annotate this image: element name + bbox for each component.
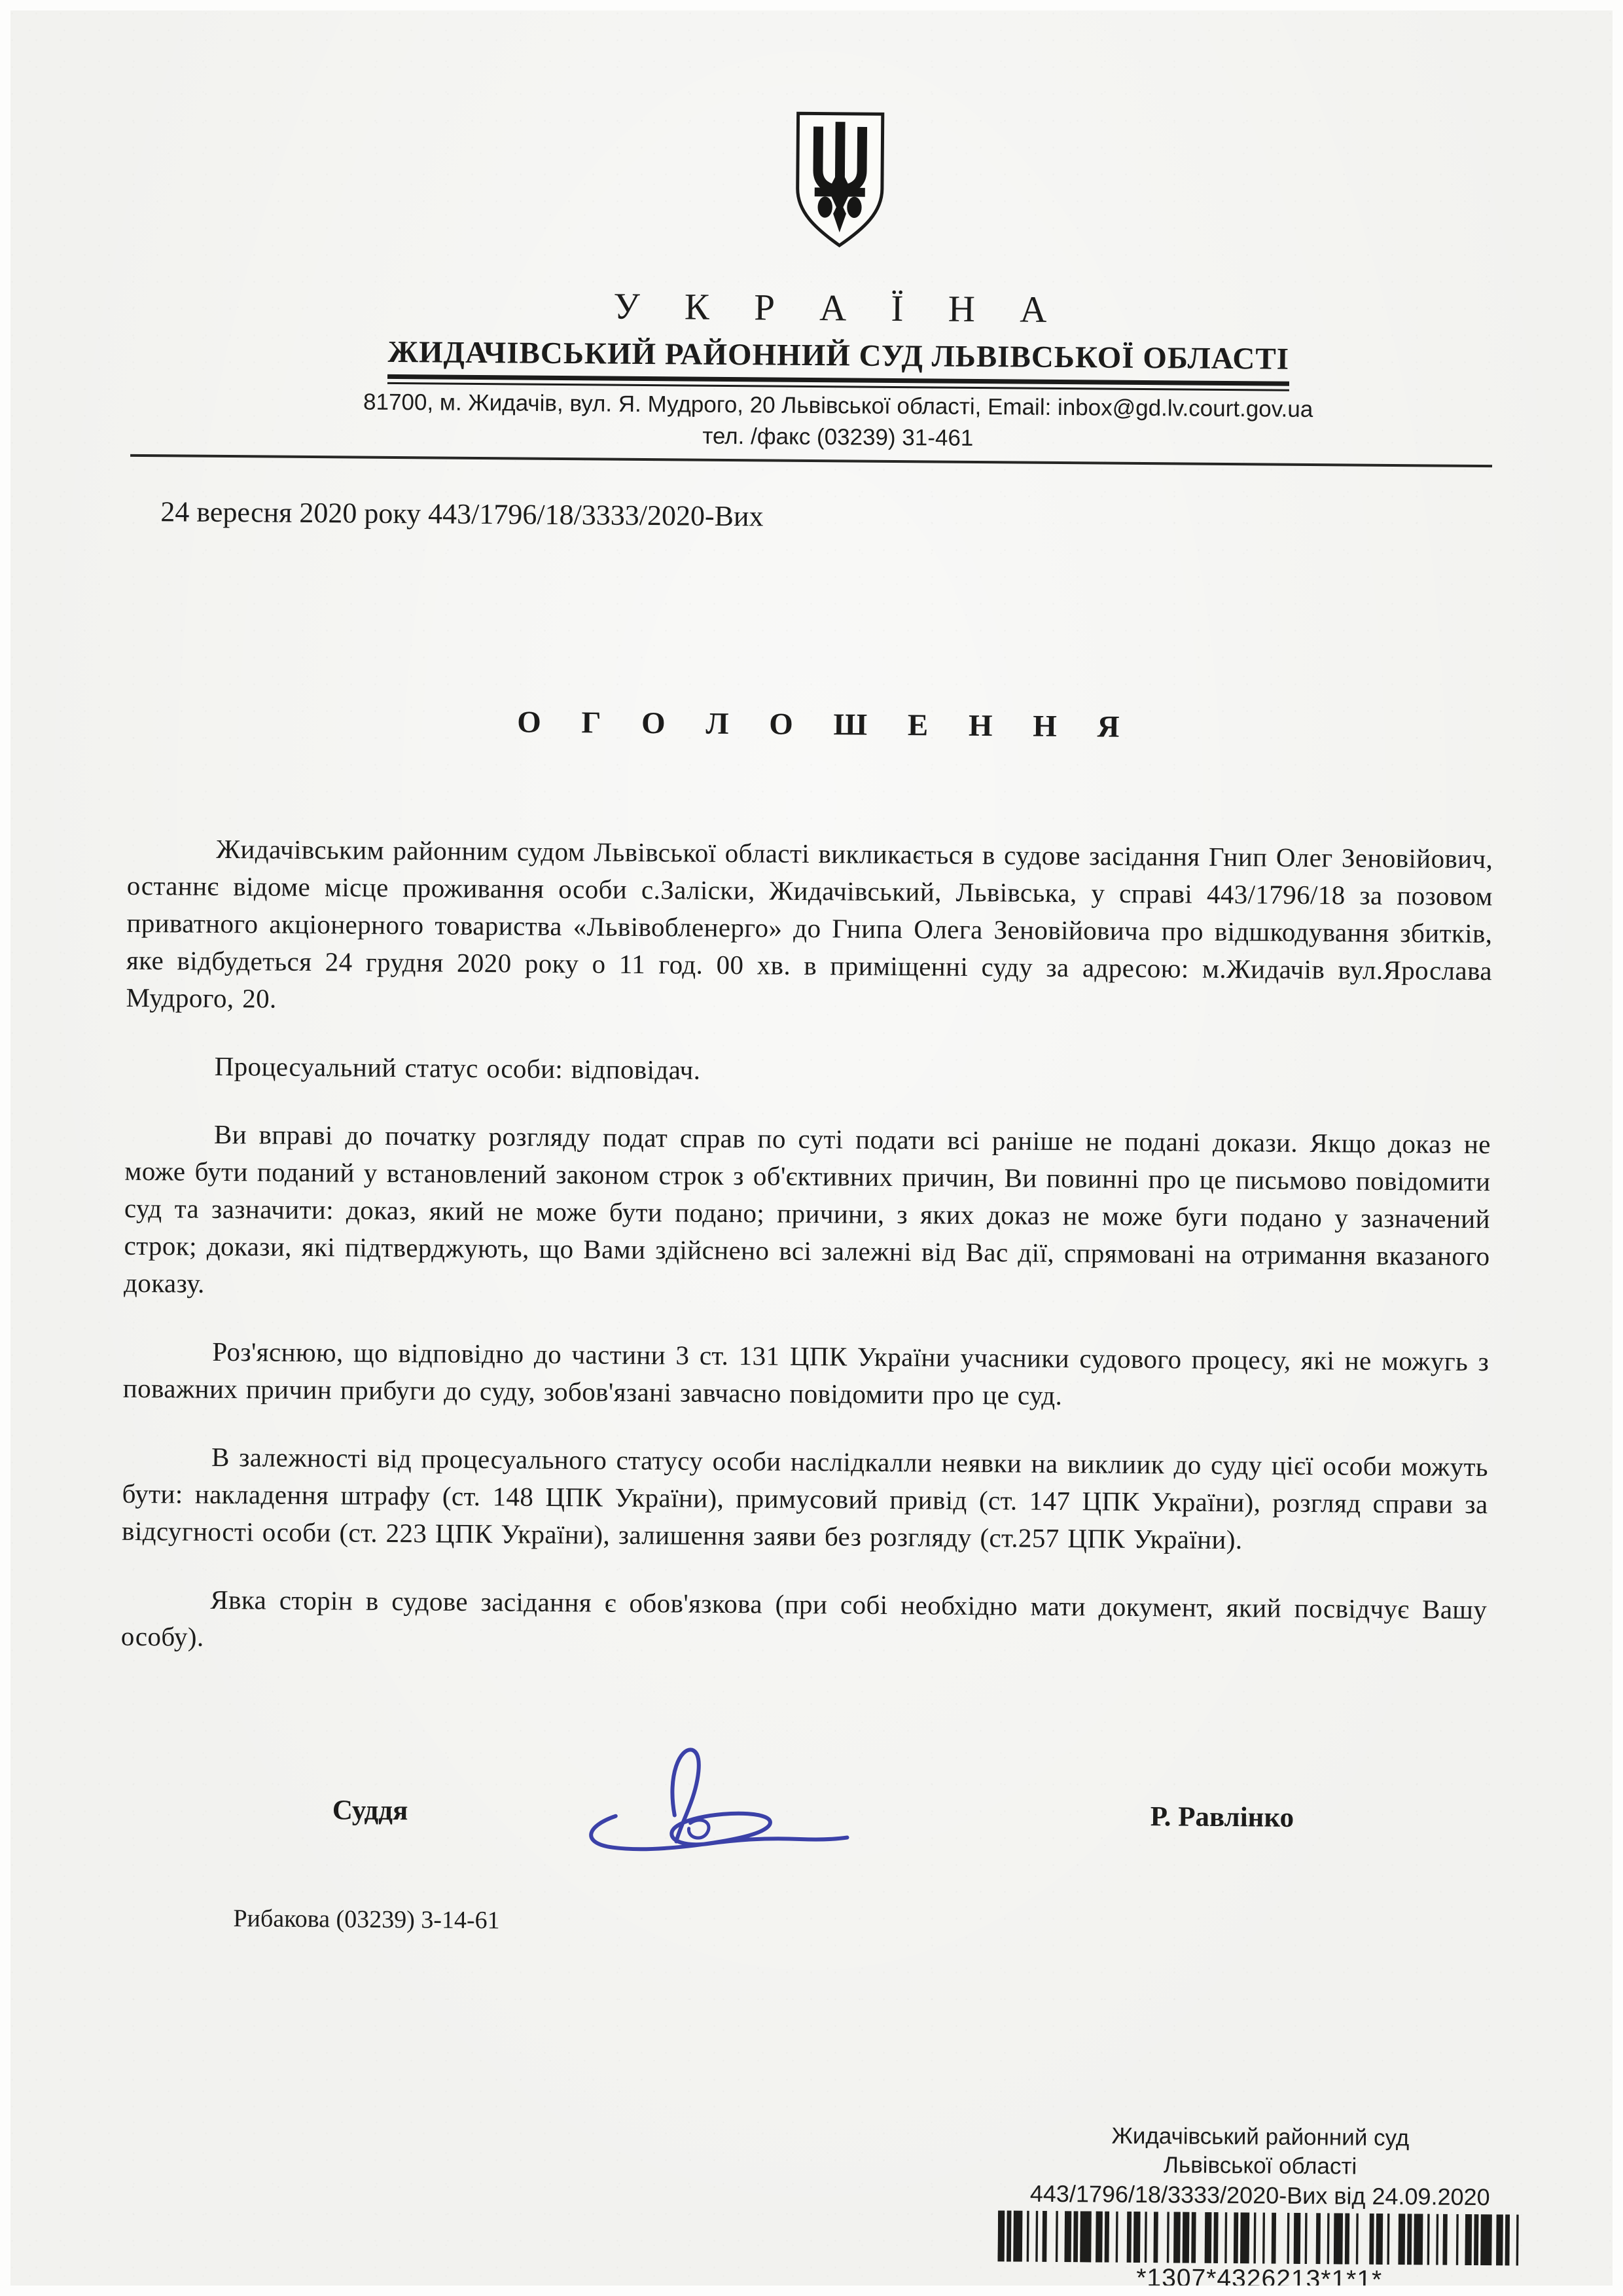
paragraph-notice-131: Роз'яснюю, що відповідно до частини 3 ст. 131 ЦПК України учасники судового процесу, які не можугь з поважних причин прибуги до суду, зобов'язані завчасно повідомити про це суд. [122,1336,1489,1411]
signature-row [119,1732,1486,1900]
country-title: У К Р А Ї Н А [613,285,1065,331]
paragraph-summons: Жидачівським районним судом Львівської області викликається в судове засідання Гнип Олег Зеновійович, останнє відоме місце проживання особи с.Заліски, Жидачівський, Львівська, у справі 443/1796/18 за позовом приватного акціонерного товариства «Львівобленерго» до Гнипа Олега Зеновійовича про відшкодування збитків, яке відбудеться 24 грудня 2020 року о 11 год. 00 хв. в приміщенні суду за адресою: м.Жидачів вул.Ярослава Мудрого, 20. [126,833,1493,1014]
paragraph-attendance: Явка сторін в судове засідання є обов'язкова (при собі необхідно мати документ, який посвідчує Вашу особу). [120,1584,1488,1652]
paragraph-evidence: Ви вправі до початку розгляду подат справ по суті подати всі раніше не подані докази. Якщо доказ не може бути поданий у встановлений законом строк з об'єктивних причин, Ви повинні про це письмово повідомити суд та зазначити: доказ, який не може бути подано; причини, з яких доказ не може буги подано у зазначений строк; докази, які підтверджують, що Вами здійснено всі залежні від Вас дії, спрямовані на отримання вказаного доказу. [123,1119,1491,1299]
court-name-underline: ЖИДАЧІВСЬКИЙ РАЙОННИЙ СУД ЛЬВІВСЬКОЇ ОБЛАСТІ [387,334,1289,391]
clerk-contact-line: Рибакова (03239) 3-14-61 [233,1905,500,1935]
court-name [0,331,1621,393]
barcode-text: *1307*4326213*1*1* [1136,2263,1383,2294]
stamp-court-line2: Львівської області [1163,2152,1357,2179]
judge-signature-icon [525,1736,880,1882]
stamp-court-line1: Жидачівський районний суд [1111,2123,1410,2151]
registration-stamp [978,2121,1542,2296]
barcode [997,2210,1522,2265]
document-body [120,830,1493,1696]
stamp-reference: 443/1796/18/3333/2020-Вих від 24.09.2020 [1029,2179,1490,2211]
document-title: О Г О Л О Ш Е Н Н Я [516,705,1136,744]
coat-of-arms [0,102,1623,272]
trident-icon [790,109,889,264]
judge-name: Р. Равлінко [1150,1801,1294,1833]
paragraph-status: Процесуальний статус особи: відповідач. [214,1050,701,1085]
header-divider [130,454,1492,467]
court-address: 81700, м. Жидачів, вул. Я. Мудрого, 20 Львівської області, Email: inbox@gd.lv.court.gov.ua [363,389,1313,423]
court-phone: тел. /факс (03239) 31-461 [702,423,974,451]
judge-role-label: Суддя [332,1795,408,1827]
paragraph-consequences: В залежності від процесуального статусу особи наслідкалли неявки на виклиик до суду цієї особи можуть бути: накладення штрафу (ст. 148 ЦПК України), примусовий привід (ст. 147 ЦПК України), розгляд справи за відсугності особи (ст. 223 ЦПК України), залишення заяви без розгляду (ст.257 ЦПК України). [121,1441,1489,1555]
date-reference-line: 24 вересня 2020 року 443/1796/18/3333/2020-Вих [160,495,764,533]
